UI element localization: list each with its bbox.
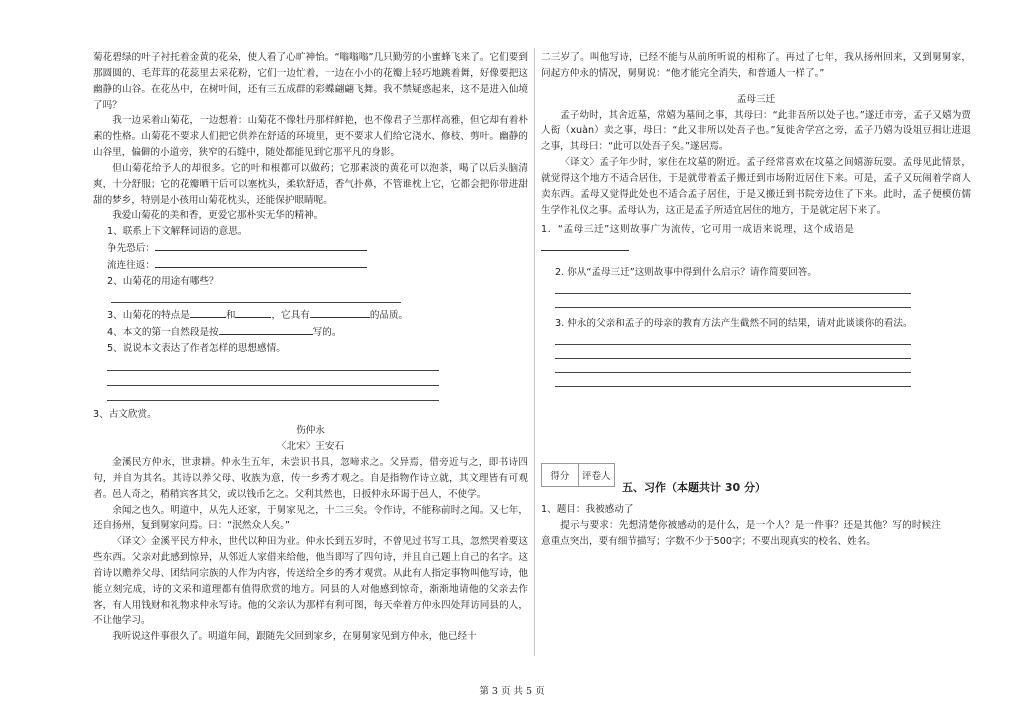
answer-line[interactable]	[111, 302, 401, 303]
answer-line[interactable]	[555, 358, 911, 359]
poem-title: 伤仲永	[296, 425, 325, 437]
question-4-text: 写的。	[312, 327, 342, 339]
answer-line[interactable]	[107, 400, 439, 401]
right-question-3: 3. 仲永的父亲和孟子的母亲的教育方法产生截然不同的结果，请对此谈谈你的看法。	[555, 318, 913, 330]
question-3-text: 和	[225, 310, 236, 322]
answer-line[interactable]	[190, 307, 226, 318]
classical-paragraph-1: 金溪民方仲永，世隶耕。仲永生五年，未尝识书具，忽啼求之。父异焉，借旁近与之，即书诗四句，并自为其名。其诗以养父母、收族为意，传一乡秀才观之。自是指物作诗立就，其文理皆有可观者。邑人奇之，稍稍宾客其父，或以钱币乞之。父利其然也，日扳仲永环谒于邑人，不使学。	[93, 456, 528, 500]
passage-paragraph-4: 我爱山菊花的美和香，更爱它那朴实无华的精神。	[112, 210, 324, 222]
story-title: 孟母三迁	[736, 93, 776, 105]
left-column	[93, 50, 528, 645]
answer-line[interactable]	[155, 240, 367, 251]
answer-line[interactable]	[219, 324, 313, 335]
right-column	[541, 50, 971, 387]
answer-line[interactable]	[310, 307, 370, 318]
answer-line[interactable]	[555, 386, 911, 387]
column-divider	[534, 48, 535, 656]
score-box	[541, 463, 615, 487]
right-question-1: 1．“孟母三迁”这则故事广为流传，它可用一成语来说理，这个成语是	[541, 224, 855, 236]
answer-line[interactable]	[555, 344, 911, 345]
answer-line[interactable]	[107, 385, 439, 386]
question-3-text: ，它具有	[271, 310, 310, 322]
section-5-title: 五、习作（本题共计 30 分）	[622, 481, 766, 494]
reading-questions	[107, 224, 528, 401]
question-1b-label: 流连往返：	[107, 260, 155, 272]
score-label: 得分	[550, 471, 570, 482]
answer-line[interactable]	[155, 257, 367, 268]
classical-paragraph-2: 余闻之也久。明道中，从先人还家，于舅家见之，十二三矣。令作诗，不能称前时之闻。又七年，还自扬州，复到舅家问焉。曰：“泯然众人矣。”	[93, 504, 528, 532]
answer-line[interactable]	[541, 240, 629, 251]
answer-line[interactable]	[235, 307, 271, 318]
story-translation: 〈译文〉孟子年少时，家住在坟墓的附近。孟子经常喜欢在坟墓之间嬉游玩耍。孟母见此情景，就觉得这个地方不适合居住，于是就带着孟子搬迁到市场附近居住下来。可是，孟子又玩闹着学商人卖东西。孟母又觉得此处也不适合孟子居住，于是又搬迁到书院旁边住了下来。此时，孟子便模仿儒生学作礼仪之事。孟母认为，这正是孟子所适宜居住的地方，于是就定居下来了。	[541, 157, 971, 216]
question-5: 5、说说本文表达了作者怎样的思想感情。	[107, 343, 286, 355]
passage-paragraph-1: 菊花碧绿的叶子衬托着金黄的花朵，使人看了心旷神怡。“嗡嗡嗡”几只勤劳的小蜜蜂飞来了。它们要到那圆圆的、毛茸茸的花蕊里去采花粉，它们一边忙着，一边在小小的花瓣上轻巧地跳着舞，好像要把这幽静的山谷。在花丛中，在树叶间，还有三五成群的彩蝶翩翩飞舞。我不禁疑惑起来，这不是进入仙境了吗？	[93, 52, 528, 111]
grader-label: 评卷人	[578, 464, 615, 486]
answer-line[interactable]	[555, 307, 911, 308]
question-3-text: 3、山菊花的特点是	[107, 310, 190, 322]
question-1b	[107, 257, 528, 274]
answer-line[interactable]	[555, 372, 911, 373]
answer-line[interactable]	[555, 293, 911, 294]
essay-section	[541, 502, 941, 550]
question-4-text: 4、本文的第一自然段是按	[107, 327, 219, 339]
question-3	[107, 307, 528, 324]
right-question-1-answer	[541, 240, 971, 251]
question-1a-label: 争先恐后：	[107, 243, 155, 255]
question-1: 1、联系上下文解释词语的意思。	[107, 226, 248, 238]
page-number: 第 3 页 共 5 页	[479, 686, 545, 697]
classical-translation-cont: 我听说这件事很久了。明道年间，跟随先父回到家乡，在舅舅家见到方仲永，他已经十	[112, 631, 477, 643]
question-2: 2、山菊花的用途有哪些？	[107, 276, 219, 288]
poem-author: 〈北宋〉王安石	[276, 441, 345, 453]
essay-question: 1、题目：我被感动了	[541, 504, 634, 515]
question-1a	[107, 240, 528, 257]
passage-paragraph-3: 但山菊花给予人的却很多。它的叶和根都可以做药；它那素淡的黄花可以泡茶，喝了以后头脑清爽，十分舒服；它的花瓣晒干后可以塞枕头，柔软舒适，香气扑鼻，不管谁枕上它，它都会把你带进甜甜的梦乡，特别是小孩用山菊花枕头，还能保护眼睛呢。	[93, 162, 528, 206]
translation-continued: 二三岁了。叫他写诗，已经不能与从前所听说的相称了。再过了七年，我从扬州回来，又到舅舅家，问起方仲永的情况，舅舅说：“他才能完全消失，和普通人一样了。”	[541, 52, 971, 79]
section-3-title: 3、古文欣赏。	[93, 409, 157, 421]
question-4	[107, 324, 528, 341]
right-question-2: 2. 你从“孟母三迁”这则故事中得到什么启示？请作简要回答。	[555, 267, 817, 279]
essay-requirements: 提示与要求：先想清楚你被感动的是什么，是一个人？是一件事？还是其他？写的时候注意重点突出，要有细节描写；字数不少于500字；不要出现真实的校名、姓名。	[541, 520, 941, 547]
passage-paragraph-2: 我一边采着山菊花，一边想着：山菊花不像牡丹那样鲜艳，也不像君子兰那样高雅，但它却有着朴素的性格。山菊花不要求人们把它供养在舒适的环境里，更不要求人们给它浇水、修枝、剪叶。幽静的山谷里，偏僻的小道旁，狭窄的石缝中，随处都能见到它那平凡的身影。	[93, 115, 528, 159]
story-text: 孟子幼时，其舍近墓，常嬉为墓间之事，其母曰：“此非吾所以处子也。”遂迁市旁，孟子又嬉为贾人衒（xuàn）卖之事，母曰：“此又非所以处吾子也。”复徙舍学宫之旁，孟子乃嬉为设俎豆揖让进退之事，其母曰：“此可以处吾子矣。”遂居焉。	[541, 109, 971, 153]
answer-line[interactable]	[107, 370, 439, 371]
classical-translation: 〈译文〉金溪平民方仲永，世代以种田为业。仲永长到五岁时，不曾见过书写工具，忽然哭着要这些东西。父亲对此感到惊异，从邻近人家借来给他，他当即写了四句诗，并且自己题上自己的名字。这首诗以赡养父母、团结同宗族的人作为内容，传送给全乡的秀才观赏。从此有人指定事物叫他写诗，他能立刻完成，诗的文采和道理都有值得欣赏的地方。同县的人对他感到惊奇，渐渐地请他的父亲去作客，有人用钱财和礼物求仲永写诗。他的父亲认为那样有利可图，每天牵着方仲永四处拜访同县的人，不让他学习。	[93, 536, 528, 627]
question-3-text: 的品质。	[369, 310, 409, 322]
